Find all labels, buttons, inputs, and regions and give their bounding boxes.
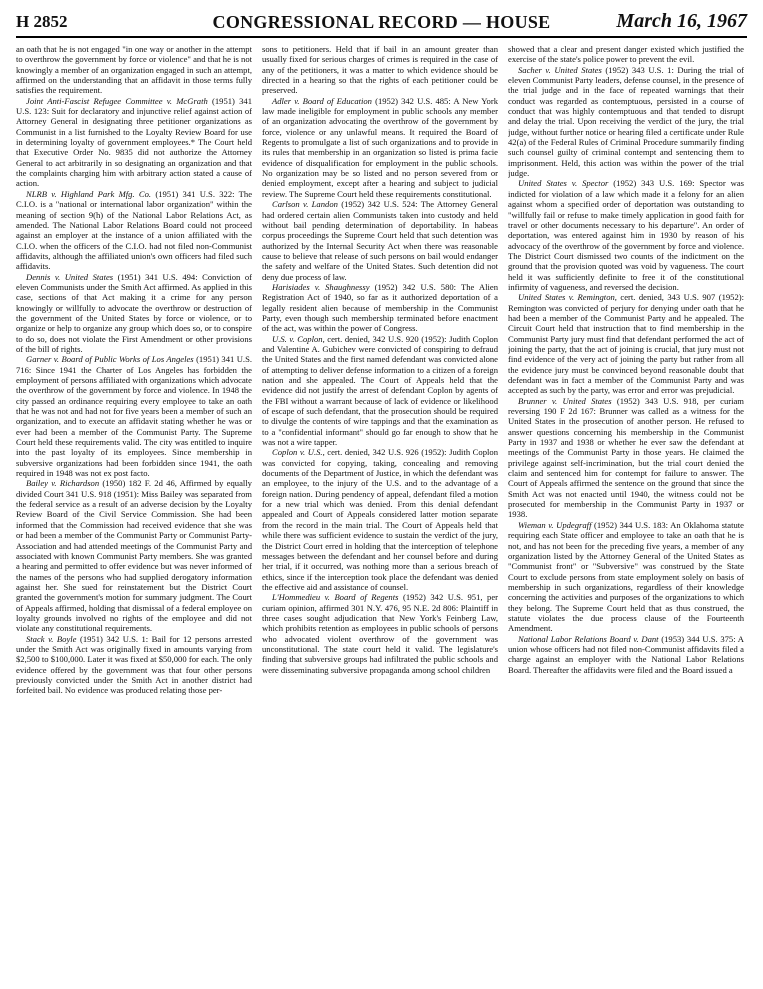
paragraph-text: (1952) 343 U.S. 918, per curiam reversing 190 F 2d 167: Brunner was called as a witness for the United States in the prosecution of another person. He refused to answer questions concerning his membership in the Communist Party in 1937 and 1938 or whether he ever saw the defendant at meetings of the Communist Party in those years. He claimed the privilege against self-incrimination, but the trial court denied the claim and sentenced him for contempt for failure to answer. The Court of Appeals affirmed the sentence on the ground that since the Smith Act was not enacted until 1940, the witness could not be prosecuted for membership in the Communist Party in 1937 or 1938. [508, 395, 744, 520]
paragraph [16, 478, 252, 633]
case-name: National Labor Relations Board v. Dant [518, 633, 659, 644]
paragraph-text: (1952) 342 U.S. 524: The Attorney General had ordered certain alien Communists taken into custody and held without bail pending determination of deportability. In habeas corpus proceedings the Supreme Court held that such detention was authorized by the Internal Security Act when there was reasonable cause to believe that release of such persons on bail would endanger the safety and welfare of the United States. Such detention did not deny due process of law. [262, 199, 498, 282]
case-name: L'Hommedieu v. Board of Regents [272, 592, 399, 603]
paragraph [508, 292, 744, 395]
case-name: NLRB v. Highland Park Mfg. Co. [26, 188, 152, 199]
paragraph-text: (1952) 343 U.S. 169: Spector was indicted for violation of a law which made it a felony for an alien against whom a specified order of deportation was outstanding to "willfully fail or refuse to make timely application in good faith for travel or other documents necessary to his departure". An order of deportation, was entered against him in 1930 by reason of his advocacy of the overthrow of the government by force and violence. The District Court dismissed two counts of the indictment on the ground that the provision quoted was void by vagueness. The court held it was sufficiently definite to free it of the constitutional infirmity of vagueness, and reversed the decision. [508, 178, 744, 292]
paragraph [508, 520, 744, 634]
paragraph-text: , cert. denied, 342 U.S. 920 (1952): Judith Coplon and Valentine A. Gubichev were convicted of conspiring to defraud the United States and the first named defendant was convicted alone of attempting to deliver defense information to a citizen of a foreign nation and she appealed. The Court of Appeals held that the evidence did not justify the arrest of defendant Coplon by agents of the FBI without a warrant because of lack of evidence or likelihood of escape of such defendant, that the prosecution should be required to divulge the contents of wire tappings and that the examination as to a "confidential informant" should go far enough to show that he was not a wire tapper. [262, 333, 498, 448]
paragraph [508, 396, 744, 520]
paragraph-text: , cert. denied, 343 U.S. 907 (1952): Remington was convicted of perjury for denying under oath that he had been a member of the Communist Party and he appealed. The Circuit Court held that instruction that to find membership in the Communist Party jury must find that defendant performed the act of joining the party, that the act of joining is crucial, that jury must not find evidence of the very act of joining the party but rather from all the evidence jury must be convinced beyond reasonable doubt that defendant was in fact a member of the Communist Party and was accepted as such by the party, was error and error was prejudicial. [508, 292, 744, 396]
paragraph-text: (1951) 342 U.S. 1: Bail for 12 persons arrested under the Smith Act was originally fixed in amounts varying from $2,500 to $100,000. Later it was fixed at $50,000 for each. The only evidence offered by the government was that four other persons previously convicted under the Smith Act in another district had forfeited bail. No evidence was produced relating those per- [16, 633, 252, 696]
case-name: Coplon v. U.S. [272, 447, 323, 458]
paragraph [262, 592, 498, 675]
paragraph-text: showed that a clear and present danger existed which justified the exercise of the state's police power to prevent the evil. [508, 44, 744, 65]
paragraph [262, 447, 498, 592]
case-name: Dennis v. United States [26, 271, 114, 282]
paragraph-text: (1952) 342 U.S. 580: The Alien Registration Act of 1940, so far as it authorized deportation of a legally resident alien because of membership in the Communist Party, even though such membership terminated before enactment of the act, was within the power of Congress. [262, 281, 498, 334]
issue-date: March 16, 1967 [616, 10, 747, 32]
paragraph [508, 44, 744, 65]
paragraph-text: (1952) 343 U.S. 1: During the trial of eleven Communist Party leaders, defense counsel, in the presence of the trial judge and in the face of repeated warnings that their conduct was regarded as contemptuous, persisted in a course of conduct that was highly contemptuous and that tended to disrupt and delay the trial. Upon receiving the verdict of the jury, the trial judge, without further notice or hearing filed a certificate under Rule 42(a) of the Federal Rules of Criminal Procedure summarily finding such counsel guilty of criminal contempt and sentencing them to imprisonment. Held, this action was within the power of the trial judge. [508, 64, 744, 179]
paragraph [16, 44, 252, 96]
paragraph-text: (1952) 342 U.S. 485: A New York law made ineligible for employment in public schools any member of an organization advocating the overthrow of the government by force, violence or any unlawful means. It required the Board of Regents to promulgate a list of such organizations and to provide in its rules that membership in an organization so listed is prima facie evidence of disqualification for employment in the public schools. No organization may be so listed and no person severed from or denied employment, except after a hearing and subject to judicial review. The Supreme Court held these requirements constitutional. [262, 95, 498, 199]
paragraph [508, 65, 744, 179]
paragraph [262, 199, 498, 282]
paragraph-text: (1952) 342 U.S. 951, per curiam opinion, affirmed 301 N.Y. 476, 95 N.E. 2d 806: Plaintiff in three cases sought adjudication that New York's Feinberg Law, which prohibits retention as employees in public schools of persons who advocated violent overthrow of the government was unconstitutional. The state court held it valid. The legislature's finding that subversive groups had infiltrated the public schools and were disseminating subversive propaganda among school children [262, 592, 498, 675]
paragraph-text: (1952) 344 U.S. 183: An Oklahoma statute requiring each State officer and employee to take an oath that he is not, and has not been for the preceding five years, a member of any organization listed by the Attorney General of the United States as "Communist front" or "Subversive" was construed by the State Court to exclude persons from state employment solely on basis of membership in such organizations, regardless of their knowledge concerning the activities and purposes of the organizations to which they belong. The Supreme Court held that as thus construed, the statute violates the due process clause of the Fourteenth Amendment. [508, 519, 744, 634]
column-2 [262, 44, 498, 984]
case-name: Bailey v. Richardson [26, 478, 100, 489]
case-name: Adler v. Board of Education [272, 95, 372, 106]
page-header [16, 10, 747, 34]
paragraph [16, 96, 252, 189]
paragraph-text: (1951) 341 U.S. 322: The C.I.O. is a "national or international labor organization" within the meaning of section 9(h) of the National Labor Relations Act, as amended. The National Labor Relations Board could not proceed against an employer at the instance of a union affiliated with the C.I.O. when the officers of the C.I.O. had not filed non-Communist affidavits, although the affiliated union's own officers had filed such affidavits. [16, 188, 252, 272]
case-name: U.S. v. Coplon [272, 333, 323, 344]
paragraph [262, 334, 498, 448]
paragraph-text: (1953) 344 U.S. 375: A union whose officers had not filed non-Communist affidavits filed a charge against an employer with the National Labor Relations Board. Thereafter the affidavits were filed and the Board issued a [508, 633, 744, 675]
paragraph [262, 44, 498, 96]
paragraph-text: (1951) 341 U.S. 494: Conviction of eleven Communists under the Smith Act affirmed. As applied in this case, sections of that Act making it a crime for any person knowingly or willfully to advocate the overthrow or destruction of the government of the United States by force or violence, or to organize or help to organize any group which does so, or to conspire to do so, does not violate the First Amendment or other provisions of the bill of rights. [16, 271, 252, 354]
case-name: Sacher v. United States [518, 64, 602, 75]
column-3 [508, 44, 744, 984]
paragraph-text: , cert. denied, 342 U.S. 926 (1952): Judith Coplon was convicted for copying, taking, concealing and removing documents of the Department of Justice, in which the defendant was an employee, to the injury of the U.S. and to the advantage of a foreign nation. During pendency of appeal, defendant filed a motion for a new trial which was denied. From this denial defendant appealed and Court of Appeals considered latter motion separate from the record in the main trial. The Court of Appeals held that while there was sufficient evidence to sustain the verdict of the jury, the District Court erred in holding that the interception of telephone messages between the defendant and her counsel before and during her trial, if it occurred, was nothing more than a serious breach of ethics, since if the interception took place the defendant was denied the effective aid and assistance of counsel. [262, 447, 498, 592]
column-1 [16, 44, 252, 984]
paragraph [16, 272, 252, 355]
paragraph [16, 634, 252, 696]
paragraph-text: sons to petitioners. Held that if bail in an amount greater than usually fixed for serious charges of crimes is required in the case of any of the petitioners, it was a matter to which evidence should be directed in a hearing so that the rights of each petitioner could be preserved. [262, 44, 498, 96]
case-name: United States v. Spector [518, 178, 609, 189]
paragraph [262, 282, 498, 334]
paragraph-text: an oath that he is not engaged "in one way or another in the attempt to overthrow the government by force or violence" and that he is not knowingly a member of an organization engaged in such an attempt, affirmed on the understanding that an affidavit in those terms fully satisfies the requirement. [16, 44, 252, 96]
case-name: United States v. Remington [518, 292, 615, 303]
paragraph [16, 354, 252, 478]
case-name: Wieman v. Updegraff [518, 519, 592, 530]
paragraph [262, 96, 498, 199]
paragraph [508, 178, 744, 292]
case-name: Joint Anti-Fascist Refugee Committee v. McGrath [26, 95, 208, 106]
case-name: Brunner v. United States [518, 395, 612, 406]
case-name: Garner v. Board of Public Works of Los Angeles [26, 354, 194, 365]
paragraph-text: (1951) 341 U.S. 716: Since 1941 the Charter of Los Angeles has forbidden the employment of persons affiliated with organizations which advocate the overthrow of the government by force and violence. In 1948 the city passed an ordinance requiring every employee to take an oath that he was not and had not for five years been a member of such an organization, and to execute an affidavit stating whether he was or ever had been a member of the Communist Party. The Supreme Court held these requirements valid. The city was entitled to inquire into the past loyalty of its employees. Since membership in subversive organizations had been forbidden since 1941, the oath required in 1948 was not ex post facto. [16, 354, 252, 479]
paragraph [16, 189, 252, 272]
publication-title: CONGRESSIONAL RECORD — HOUSE [212, 12, 551, 32]
case-name: Harisiades v. Shaughnessy [272, 281, 370, 292]
paragraph [508, 634, 744, 675]
header-rule [16, 36, 747, 38]
paragraph-text: (1951) 341 U.S. 123: Suit for declaratory and injunctive relief against action of Attorney General in designating three petitioner organizations as Communist in a list furnished to the Loyalty Review Board for use in determining loyalty of government employees.* The Court held that Executive Order No. 9835 did not authorize the Attorney General to act arbitrarily in so designating an organization and that the complaints charging him with arbitrary action stated a cause of action. [16, 95, 252, 189]
page-number: H 2852 [16, 12, 68, 31]
paragraph-text: (1950) 182 F. 2d 46, Affirmed by equally divided Court 341 U.S. 918 (1951): Miss Bailey was separated from the federal service as a result of an adverse decision by the Loyalty Review Board of the Civil Service Commission. She had been informed that the Commission had received evidence that she was or had been a member of the Communist Party or Communist Party-Association and had attended meetings of the Communist Party and associated with known Communist Party members. She was granted a hearing and permitted to offer evidence but was never informed of the names of the persons who had supplied derogatory information against her. She sued for reinstatement but the District Court granted the government's motion for summary judgment. The Court of Appeals affirmed, holding that dismissal of a federal employee on loyalty grounds involved no rights of the employee and did not violate any constitutional requirements. [16, 478, 252, 634]
case-name: Carlson v. Landon [272, 199, 338, 210]
case-name: Stack v. Boyle [26, 633, 77, 644]
